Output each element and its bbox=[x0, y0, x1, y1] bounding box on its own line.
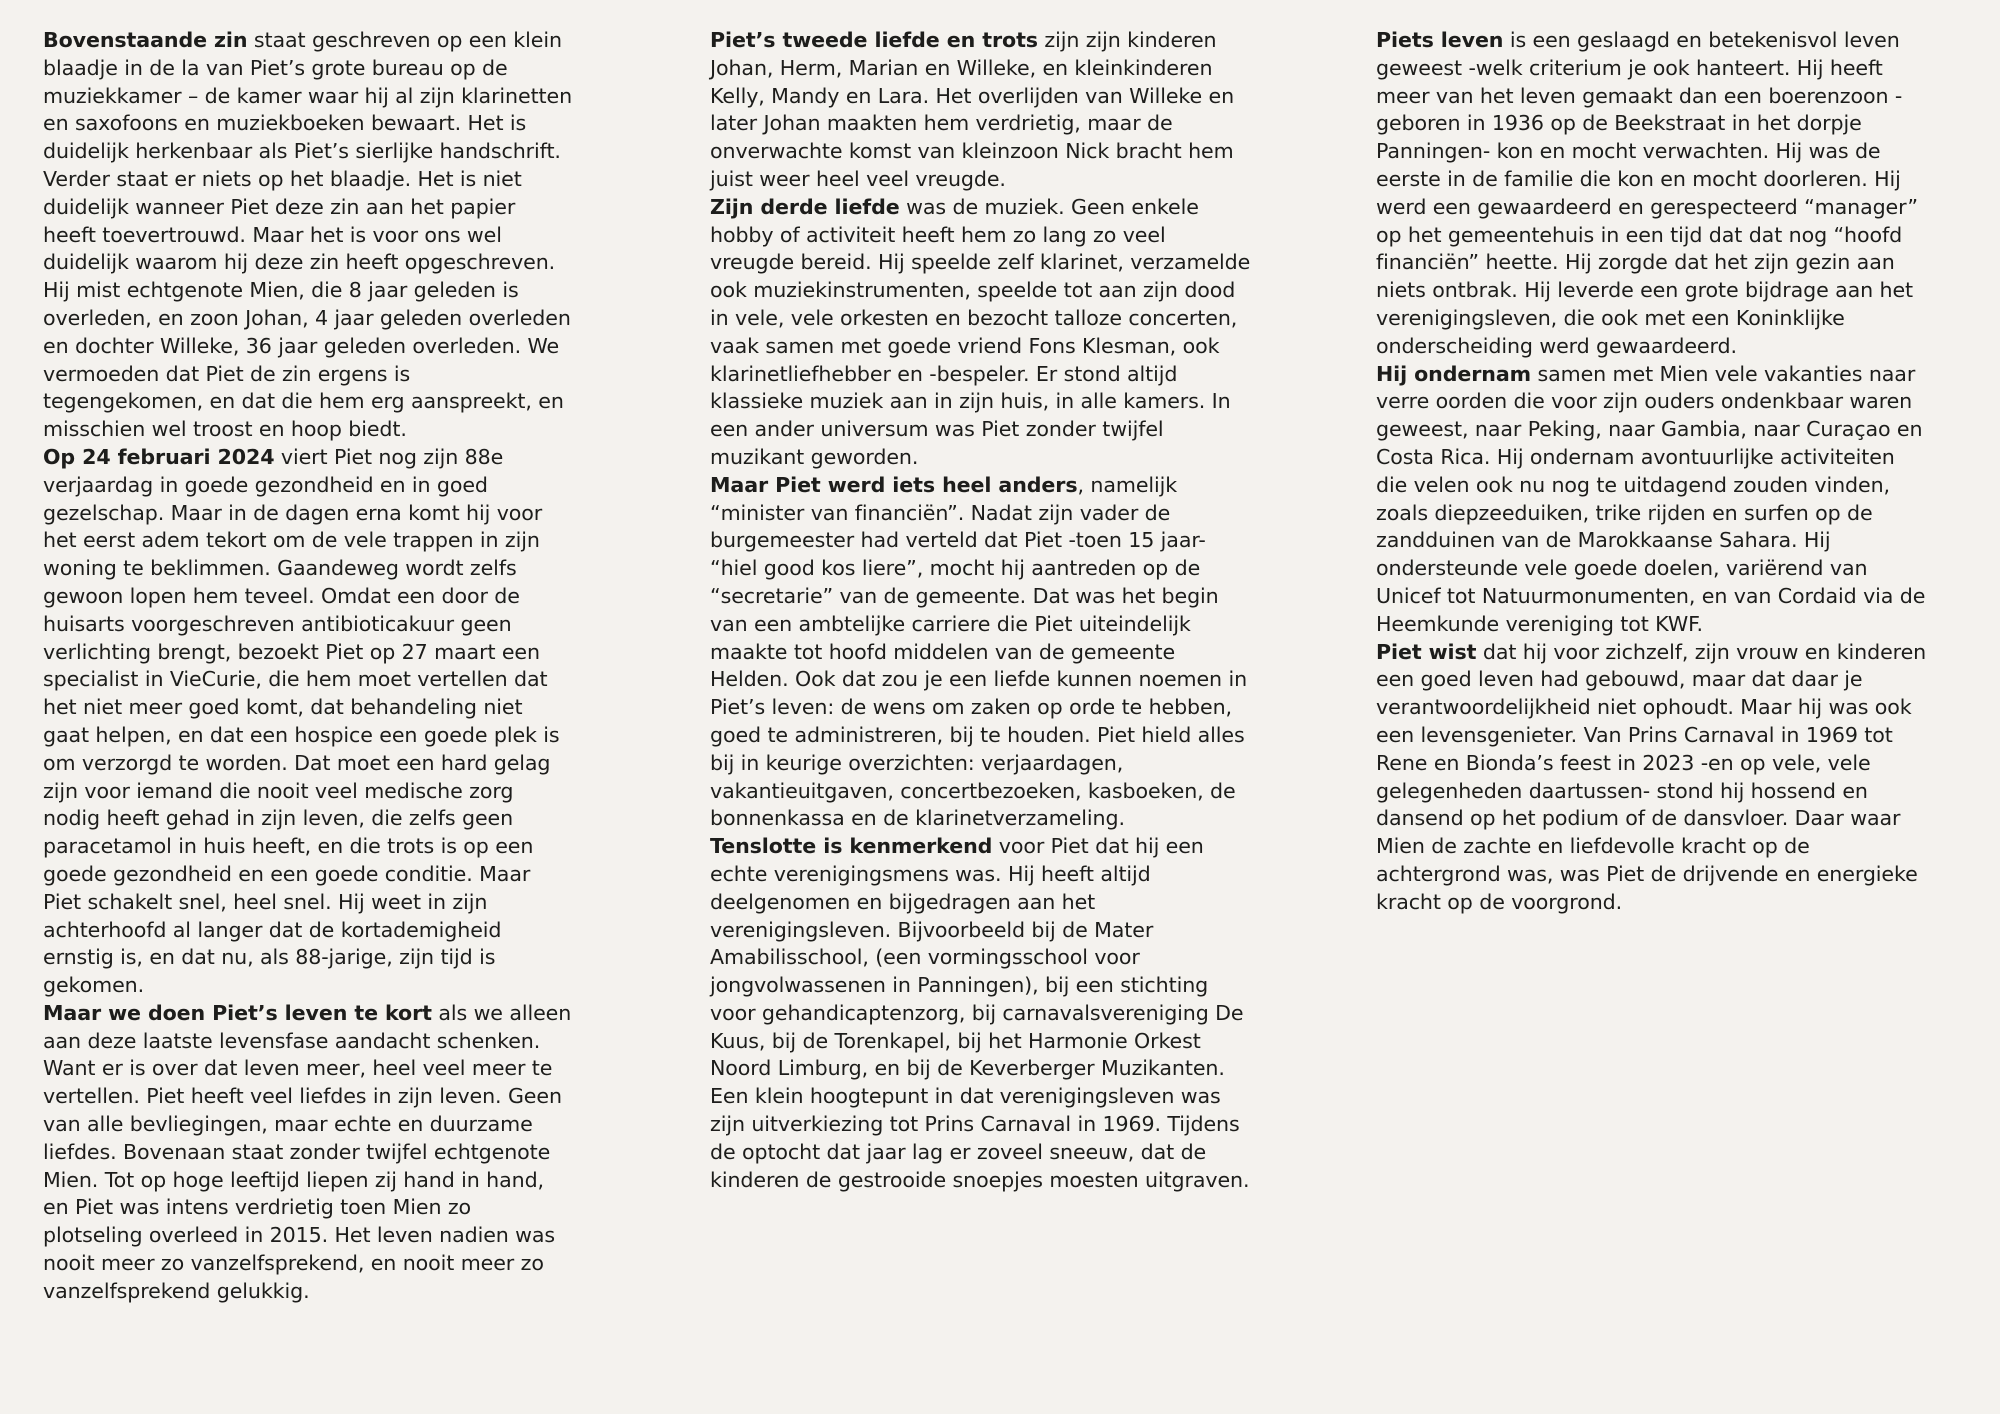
paragraph-career bbox=[710, 472, 1255, 833]
paragraph-88th-birthday bbox=[43, 444, 573, 1000]
text-column-3 bbox=[1376, 27, 1931, 917]
paragraph-lead: Tenslotte is kenmerkend bbox=[710, 834, 993, 859]
paragraph-body: voor Piet dat hij een echte verenigingsmens was. Hij heeft altijd deelgenomen en bijgedragen aan het verenigingsleven. Bijvoorbeeld bij de Mater Amabilisschool, (een vormingsschool voor jongvolwassenen in Panningen), bij een stichting voor gehandicaptenzorg, bij carnavalsvereniging De Kuus, bij de Torenkapel, bij het Harmonie Orkest Noord Limburg, en bij de Keverberger Muzikanten. Een klein hoogtepunt in dat verenigingsleven was zijn uitverkiezing tot Prins Carnaval in 1969. Tijdens de optocht dat jaar lag er zoveel sneeuw, dat de kinderen de gestrooide snoepjes moesten uitgraven. bbox=[710, 834, 1250, 1192]
paragraph-travels bbox=[1376, 361, 1931, 639]
paragraph-lead: Maar we doen Piet’s leven te kort bbox=[43, 1000, 432, 1025]
paragraph-body: staat geschreven op een klein blaadje in de la van Piet’s grote bureau op de muziekkamer – de kamer waar hij al zijn klarinetten en saxofoons en muziekboeken bewaart. Het is duidelijk herkenbaar als Piet’s sierlijke handschrift. Verder staat er niets op het blaadje. Het is niet duidelijk wanneer Piet deze zin aan het papier heeft toevertrouwd. Maar het is voor ons wel duidelijk waarom hij deze zin heeft opgeschreven. Hij mist echtgenote Mien, die 8 jaar geleden is overleden, en zoon Johan, 4 jaar geleden overleden en dochter Willeke, 36 jaar geleden overleden. We vermoeden dat Piet de zin ergens is tegengekomen, en dat die hem erg aanspreekt, en misschien wel troost en hoop biedt. bbox=[43, 28, 573, 442]
paragraph-lead: Zijn derde liefde bbox=[710, 194, 900, 219]
paragraph-second-love bbox=[710, 27, 1255, 194]
paragraph-body: dat hij voor zichzelf, zijn vrouw en kinderen een goed leven had gebouwd, maar dat daar je verantwoordelijkheid niet ophoudt. Maar hij was ook een levensgenieter. Van Prins Carnaval in 1969 tot Rene en Bionda’s feest in 2023 -en op vele, vele gelegenheden daartussen- stond hij hossend en dansend op het podium of de dansvloer. Daar waar Mien de zachte en liefdevolle kracht op de achtergrond was, was Piet de drijvende en energieke kracht op de voorgrond. bbox=[1376, 639, 1927, 914]
paragraph-body: zijn zijn kinderen Johan, Herm, Marian en Willeke, en kleinkinderen Kelly, Mandy en Lara. Het overlijden van Willeke en later Johan maakten hem verdrietig, maar de onverwachte komst van kleinzoon Nick bracht hem juist weer heel veel vreugde. bbox=[710, 28, 1235, 191]
paragraph-bon-vivant bbox=[1376, 639, 1931, 917]
paragraph-lead: Piet’s tweede liefde en trots bbox=[710, 28, 1038, 52]
paragraph-lead: Bovenstaande zin bbox=[43, 28, 248, 52]
paragraph-lead: Hij ondernam bbox=[1376, 361, 1532, 386]
paragraph-body: is een geslaagd en betekenisvol leven geweest -welk criterium je ook hanteert. Hij heeft meer van het leven gemaakt dan een boerenzoon -geboren in 1936 op de Beekstraat in het dorpje Panningen- kon en mocht verwachten. Hij was de eerste in de familie die kon en mocht doorleren. Hij werd een gewaardeerd en gerespecteerd “manager” op het gemeentehuis in een tijd dat dat nog “hoofd financiën” heette. Hij zorgde dat het zijn gezin aan niets ontbrak. Hij leverde een grote bijdrage aan het verenigingsleven, die ook met een Koninklijke onderscheiding werd gewaardeerd. bbox=[1376, 28, 1918, 358]
paragraph-lead: Maar Piet werd iets heel anders bbox=[710, 472, 1078, 497]
paragraph-associations bbox=[710, 833, 1255, 1194]
text-column-2 bbox=[710, 27, 1255, 1194]
paragraph-lead: Piet wist bbox=[1376, 639, 1477, 664]
paragraph-meaningful-life bbox=[1376, 27, 1931, 361]
paragraph-lead: Piets leven bbox=[1376, 28, 1504, 52]
paragraph-body: samen met Mien vele vakanties naar verre oorden die voor zijn ouders ondenkbaar waren geweest, naar Peking, naar Gambia, naar Curaçao en Costa Rica. Hij ondernam avontuurlijke activiteiten die velen ook nu nog te uitdagend zouden vinden, zoals diepzeeduiken, trike rijden en surfen op de zandduinen van de Marokkaanse Sahara. Hij ondersteunde vele goede doelen, variërend van Unicef tot Natuurmonumenten, en van Cordaid via de Heemkunde vereniging tot KWF. bbox=[1376, 361, 1926, 636]
text-column-1 bbox=[43, 27, 573, 1306]
paragraph-first-love bbox=[43, 1000, 573, 1306]
paragraph-third-love-music bbox=[710, 194, 1255, 472]
paragraph-lead: Op 24 februari 2024 bbox=[43, 444, 275, 469]
paragraph-note-in-drawer bbox=[43, 27, 573, 444]
paragraph-body: , namelijk “minister van financiën”. Nadat zijn vader de burgemeester had verteld dat Piet -toen 15 jaar- “hiel good kos liere”, mocht hij aantreden op de “secretarie” van de gemeente. Dat was het begin van een ambtelijke carriere die Piet uiteindelijk maakte tot hoofd middelen van de gemeente Helden. Ook dat zou je een liefde kunnen noemen in Piet’s leven: de wens om zaken op orde te hebben, goed te administreren, bij te houden. Piet hield alles bij in keurige overzichten: verjaardagen, vakantieuitgaven, concertbezoeken, kasboeken, de bonnenkassa en de klarinetverzameling. bbox=[710, 472, 1248, 831]
paragraph-body: viert Piet nog zijn 88e verjaardag in goede gezondheid en in goed gezelschap. Maar in de dagen erna komt hij voor het eerst adem tekort om de vele trappen in zijn woning te beklimmen. Gaandeweg wordt zelfs gewoon lopen hem teveel. Omdat een door de huisarts voorgeschreven antibioticakuur geen verlichting brengt, bezoekt Piet op 27 maart een specialist in VieCurie, die hem moet vertellen dat het niet meer goed komt, dat behandeling niet gaat helpen, en dat een hospice een goede plek is om verzorgd te worden. Dat moet een hard gelag zijn voor iemand die nooit veel medische zorg nodig heeft gehad in zijn leven, die zelfs geen paracetamol in huis heeft, en die trots is op een goede gezondheid en een goede conditie. Maar Piet schakelt snel, heel snel. Hij weet in zijn achterhoofd al langer dat de kortademigheid ernstig is, en dat nu, als 88-jarige, zijn tijd is gekomen. bbox=[43, 444, 560, 998]
paragraph-body: als we alleen aan deze laatste levensfase aandacht schenken. Want er is over dat leven meer, heel veel meer te vertellen. Piet heeft veel liefdes in zijn leven. Geen van alle bevliegingen, maar echte en duurzame liefdes. Bovenaan staat zonder twijfel echtgenote Mien. Tot op hoge leeftijd liepen zij hand in hand, en Piet was intens verdrietig toen Mien zo plotseling overleed in 2015. Het leven nadien was nooit meer zo vanzelfsprekend, en nooit meer zo vanzelfsprekend gelukkig. bbox=[43, 1000, 572, 1303]
paragraph-body: was de muziek. Geen enkele hobby of activiteit heeft hem zo lang zo veel vreugde bereid. Hij speelde zelf klarinet, verzamelde ook muziekinstrumenten, speelde tot aan zijn dood in vele, vele orkesten en bezocht talloze concerten, vaak samen met goede vriend Fons Klesman, ook klarinetliefhebber en -bespeler. Er stond altijd klassieke muziek aan in zijn huis, in alle kamers. In een ander universum was Piet zonder twijfel muzikant geworden. bbox=[710, 194, 1251, 469]
